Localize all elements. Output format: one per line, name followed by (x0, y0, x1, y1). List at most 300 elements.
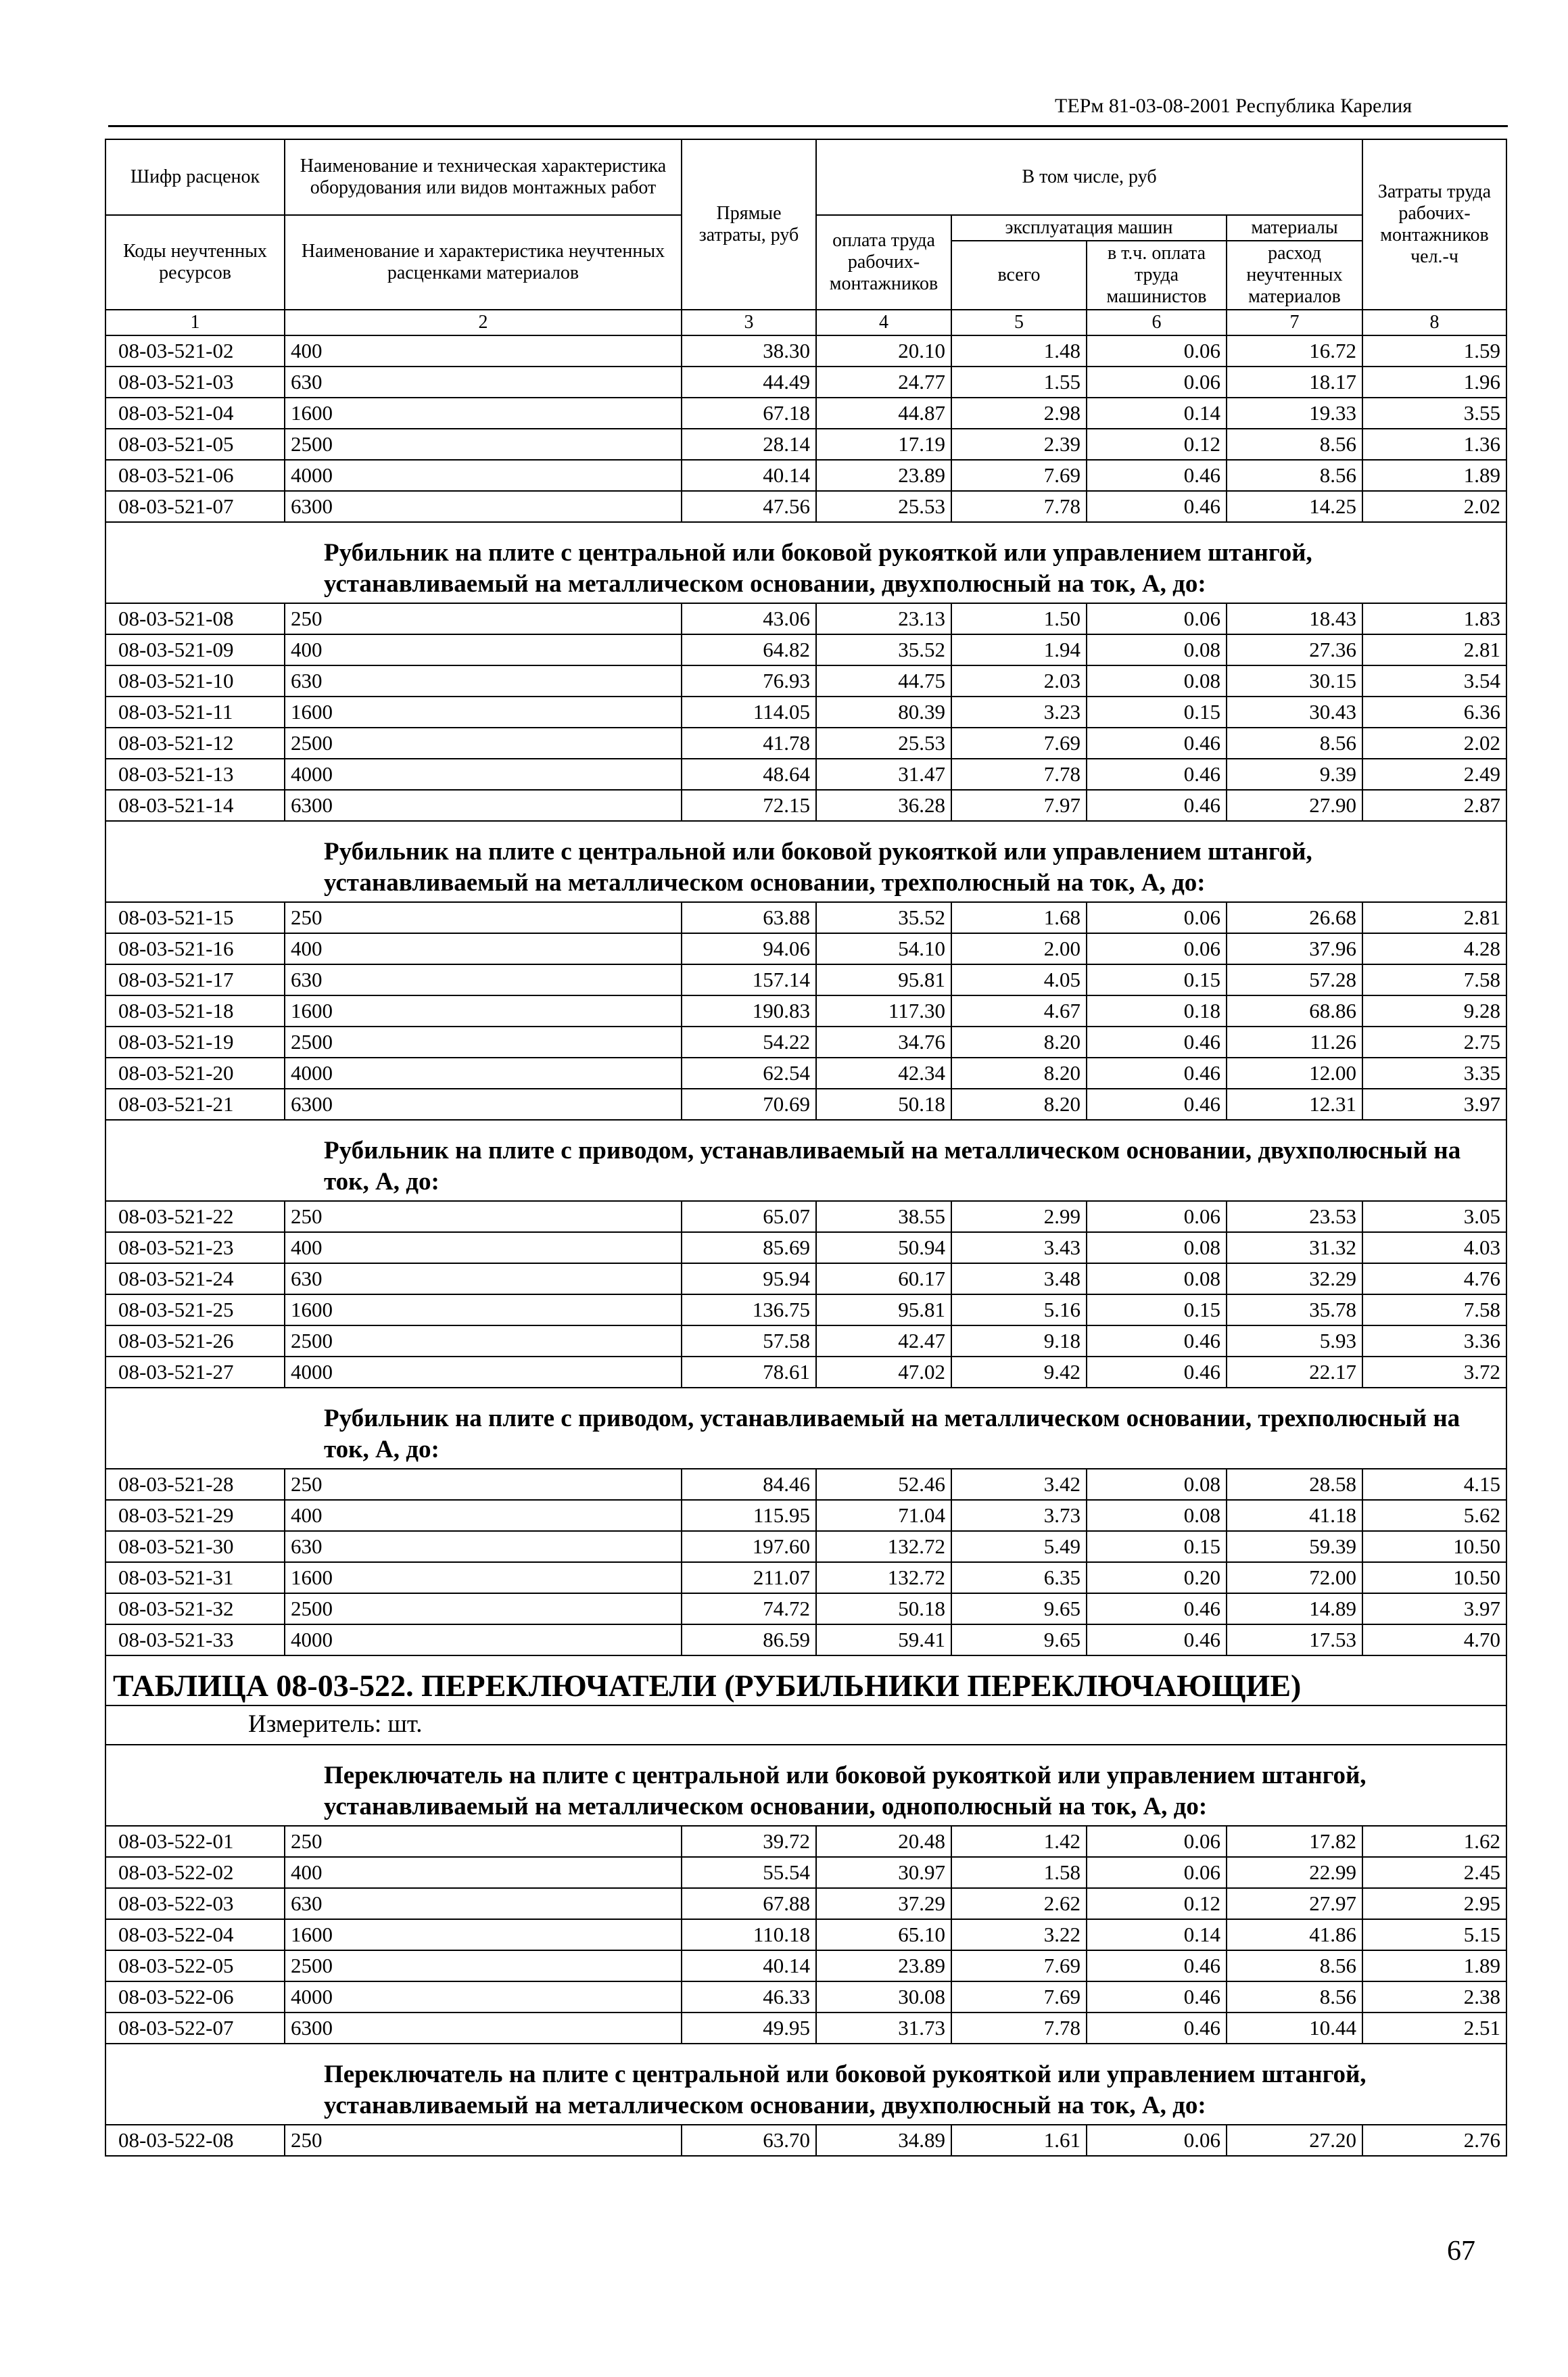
labor-pay: 50.18 (816, 1089, 951, 1120)
table-row (105, 2125, 1506, 2156)
labor-hours: 2.95 (1362, 1888, 1506, 1919)
column-number: 2 (285, 310, 682, 335)
labor-pay: 60.17 (816, 1263, 951, 1294)
labor-hours: 2.76 (1362, 2125, 1506, 2156)
machines-total: 8.20 (951, 1027, 1087, 1058)
labor-hours: 1.36 (1362, 429, 1506, 460)
rate-code: 08-03-521-31 (105, 1562, 285, 1593)
current-rating: 630 (285, 665, 682, 697)
machines-total: 9.65 (951, 1624, 1087, 1655)
column-number: 1 (105, 310, 285, 335)
machines-labor: 0.46 (1087, 2013, 1227, 2044)
rate-code: 08-03-521-27 (105, 1357, 285, 1388)
direct-costs: 78.61 (682, 1357, 816, 1388)
direct-costs: 44.49 (682, 367, 816, 398)
labor-pay: 24.77 (816, 367, 951, 398)
direct-costs: 67.88 (682, 1888, 816, 1919)
header-code-top: Шифр расценок (105, 139, 285, 215)
table-row (105, 460, 1506, 491)
direct-costs: 46.33 (682, 1981, 816, 2013)
table-row (105, 1826, 1506, 1857)
table-row (105, 728, 1506, 759)
materials: 72.00 (1227, 1562, 1362, 1593)
labor-pay: 25.53 (816, 728, 951, 759)
machines-labor: 0.06 (1087, 2125, 1227, 2156)
current-rating: 400 (285, 1857, 682, 1888)
labor-pay: 132.72 (816, 1562, 951, 1593)
section-title: Рубильник на плите с центральной или боковой рукояткой или управлением штангой, устанавливаемый на металлическом основании, трехполюсный на ток, А, до: (105, 821, 1506, 902)
column-number: 3 (682, 310, 816, 335)
column-number: 6 (1087, 310, 1227, 335)
machines-total: 7.69 (951, 460, 1087, 491)
machines-total: 7.69 (951, 1950, 1087, 1981)
machines-labor: 0.14 (1087, 398, 1227, 429)
current-rating: 6300 (285, 491, 682, 522)
machines-labor: 0.46 (1087, 759, 1227, 790)
column-number: 4 (816, 310, 951, 335)
machines-labor: 0.46 (1087, 790, 1227, 821)
labor-hours: 7.58 (1362, 1294, 1506, 1325)
labor-pay: 54.10 (816, 933, 951, 964)
labor-pay: 30.97 (816, 1857, 951, 1888)
direct-costs: 114.05 (682, 697, 816, 728)
header-name-top: Наименование и техническая характеристика оборудования или видов монтажных работ (285, 139, 682, 215)
machines-labor: 0.12 (1087, 429, 1227, 460)
direct-costs: 62.54 (682, 1058, 816, 1089)
materials: 17.53 (1227, 1624, 1362, 1655)
labor-hours: 2.38 (1362, 1981, 1506, 2013)
machines-total: 7.78 (951, 491, 1087, 522)
rate-code: 08-03-521-14 (105, 790, 285, 821)
current-rating: 2500 (285, 1027, 682, 1058)
labor-pay: 95.81 (816, 1294, 951, 1325)
column-number: 5 (951, 310, 1087, 335)
labor-pay: 17.19 (816, 429, 951, 460)
machines-labor: 0.06 (1087, 1201, 1227, 1232)
direct-costs: 40.14 (682, 1950, 816, 1981)
machines-labor: 0.08 (1087, 1500, 1227, 1531)
labor-pay: 50.18 (816, 1593, 951, 1624)
current-rating: 6300 (285, 2013, 682, 2044)
direct-costs: 48.64 (682, 759, 816, 790)
machines-labor: 0.06 (1087, 335, 1227, 367)
labor-hours: 3.97 (1362, 1089, 1506, 1120)
page-number: 67 (1447, 2236, 1475, 2267)
current-rating: 250 (285, 2125, 682, 2156)
table-row (105, 1201, 1506, 1232)
table-row (105, 902, 1506, 933)
rate-code: 08-03-521-20 (105, 1058, 285, 1089)
rate-code: 08-03-521-32 (105, 1593, 285, 1624)
table-row (105, 1531, 1506, 1562)
rate-code: 08-03-521-18 (105, 995, 285, 1027)
labor-pay: 20.10 (816, 335, 951, 367)
direct-costs: 197.60 (682, 1531, 816, 1562)
labor-pay: 34.89 (816, 2125, 951, 2156)
rate-code: 08-03-521-19 (105, 1027, 285, 1058)
table-row (105, 1232, 1506, 1263)
machines-labor: 0.08 (1087, 1232, 1227, 1263)
labor-hours: 1.96 (1362, 367, 1506, 398)
rate-code: 08-03-522-03 (105, 1888, 285, 1919)
materials: 32.29 (1227, 1263, 1362, 1294)
table-row (105, 634, 1506, 665)
machines-total: 3.23 (951, 697, 1087, 728)
header-code-bottom: Коды неучтенных ресурсов (105, 215, 285, 310)
header-machines: эксплуатация машин (951, 215, 1227, 241)
labor-hours: 2.87 (1362, 790, 1506, 821)
direct-costs: 63.88 (682, 902, 816, 933)
labor-hours: 1.89 (1362, 1950, 1506, 1981)
current-rating: 2500 (285, 429, 682, 460)
current-rating: 2500 (285, 1325, 682, 1357)
rate-code: 08-03-521-13 (105, 759, 285, 790)
current-rating: 4000 (285, 1357, 682, 1388)
current-rating: 4000 (285, 1981, 682, 2013)
rate-code: 08-03-521-30 (105, 1531, 285, 1562)
materials: 8.56 (1227, 460, 1362, 491)
materials: 8.56 (1227, 728, 1362, 759)
machines-total: 7.69 (951, 1981, 1087, 2013)
direct-costs: 49.95 (682, 2013, 816, 2044)
machines-labor: 0.06 (1087, 933, 1227, 964)
current-rating: 6300 (285, 790, 682, 821)
materials: 22.99 (1227, 1857, 1362, 1888)
machines-total: 2.00 (951, 933, 1087, 964)
rate-code: 08-03-521-04 (105, 398, 285, 429)
labor-hours: 3.55 (1362, 398, 1506, 429)
header-name-bottom: Наименование и характеристика неучтенных расценками материалов (285, 215, 682, 310)
direct-costs: 39.72 (682, 1826, 816, 1857)
direct-costs: 38.30 (682, 335, 816, 367)
current-rating: 1600 (285, 1294, 682, 1325)
current-rating: 630 (285, 1888, 682, 1919)
machines-labor: 0.08 (1087, 1469, 1227, 1500)
machines-total: 8.20 (951, 1089, 1087, 1120)
labor-pay: 50.94 (816, 1232, 951, 1263)
header-materials-usage: расход неучтенных материалов (1227, 241, 1362, 310)
table-row (105, 1058, 1506, 1089)
table-row (105, 335, 1506, 367)
section-title: Рубильник на плите с центральной или боковой рукояткой или управлением штангой, устанавливаемый на металлическом основании, двухполюсный на ток, А, до: (105, 522, 1506, 603)
rate-code: 08-03-521-15 (105, 902, 285, 933)
table-row (105, 933, 1506, 964)
table-row (105, 1263, 1506, 1294)
table-row (105, 1981, 1506, 2013)
current-rating: 250 (285, 1826, 682, 1857)
machines-labor: 0.18 (1087, 995, 1227, 1027)
table-row (105, 1950, 1506, 1981)
current-rating: 630 (285, 367, 682, 398)
machines-labor: 0.20 (1087, 1562, 1227, 1593)
rate-code: 08-03-521-22 (105, 1201, 285, 1232)
materials: 27.20 (1227, 2125, 1362, 2156)
labor-pay: 44.75 (816, 665, 951, 697)
table-row (105, 665, 1506, 697)
machines-labor: 0.15 (1087, 964, 1227, 995)
machines-labor: 0.46 (1087, 728, 1227, 759)
machines-labor: 0.46 (1087, 1357, 1227, 1388)
materials: 27.97 (1227, 1888, 1362, 1919)
labor-pay: 47.02 (816, 1357, 951, 1388)
labor-hours: 2.75 (1362, 1027, 1506, 1058)
current-rating: 4000 (285, 1624, 682, 1655)
machines-labor: 0.46 (1087, 1058, 1227, 1089)
machines-labor: 0.15 (1087, 1531, 1227, 1562)
labor-pay: 36.28 (816, 790, 951, 821)
labor-pay: 38.55 (816, 1201, 951, 1232)
labor-hours: 2.51 (1362, 2013, 1506, 2044)
machines-total: 2.98 (951, 398, 1087, 429)
table-row (105, 697, 1506, 728)
machines-total: 2.39 (951, 429, 1087, 460)
materials: 8.56 (1227, 429, 1362, 460)
machines-labor: 0.08 (1087, 1263, 1227, 1294)
rate-code: 08-03-522-05 (105, 1950, 285, 1981)
labor-pay: 80.39 (816, 697, 951, 728)
machines-total: 3.48 (951, 1263, 1087, 1294)
rate-code: 08-03-522-02 (105, 1857, 285, 1888)
current-rating: 250 (285, 1201, 682, 1232)
table-row (105, 964, 1506, 995)
measure-unit-row (105, 1705, 1506, 1745)
table-row (105, 1593, 1506, 1624)
current-rating: 630 (285, 1263, 682, 1294)
direct-costs: 41.78 (682, 728, 816, 759)
rate-code: 08-03-521-24 (105, 1263, 285, 1294)
machines-total: 2.03 (951, 665, 1087, 697)
direct-costs: 136.75 (682, 1294, 816, 1325)
table-row (105, 1562, 1506, 1593)
labor-hours: 10.50 (1362, 1562, 1506, 1593)
rate-code: 08-03-521-21 (105, 1089, 285, 1120)
labor-hours: 4.28 (1362, 933, 1506, 964)
direct-costs: 190.83 (682, 995, 816, 1027)
direct-costs: 72.15 (682, 790, 816, 821)
current-rating: 2500 (285, 1950, 682, 1981)
machines-total: 7.78 (951, 2013, 1087, 2044)
machines-labor: 0.08 (1087, 665, 1227, 697)
machines-total: 1.42 (951, 1826, 1087, 1857)
labor-pay: 35.52 (816, 634, 951, 665)
table-body (105, 310, 1506, 2156)
column-numbers-row (105, 310, 1506, 335)
section-title: Переключатель на плите с центральной или боковой рукояткой или управлением штангой, устанавливаемый на металлическом основании, однополюсный на ток, А, до: (105, 1745, 1506, 1826)
direct-costs: 85.69 (682, 1232, 816, 1263)
table-row (105, 1500, 1506, 1531)
section-row (105, 1120, 1506, 1201)
header-labor-costs: Затраты труда рабочих-монтажников чел.-ч (1362, 139, 1506, 310)
labor-hours: 3.05 (1362, 1201, 1506, 1232)
materials: 68.86 (1227, 995, 1362, 1027)
current-rating: 250 (285, 902, 682, 933)
direct-costs: 54.22 (682, 1027, 816, 1058)
labor-pay: 30.08 (816, 1981, 951, 2013)
current-rating: 400 (285, 335, 682, 367)
labor-pay: 31.47 (816, 759, 951, 790)
machines-labor: 0.46 (1087, 1624, 1227, 1655)
materials: 41.86 (1227, 1919, 1362, 1950)
table-title: ТАБЛИЦА 08-03-522. ПЕРЕКЛЮЧАТЕЛИ (РУБИЛЬНИКИ ПЕРЕКЛЮЧАЮЩИЕ) (105, 1655, 1506, 1705)
labor-hours: 4.76 (1362, 1263, 1506, 1294)
materials: 23.53 (1227, 1201, 1362, 1232)
machines-total: 5.16 (951, 1294, 1087, 1325)
machines-labor: 0.06 (1087, 902, 1227, 933)
current-rating: 250 (285, 1469, 682, 1500)
current-rating: 630 (285, 1531, 682, 1562)
rate-code: 08-03-521-05 (105, 429, 285, 460)
rate-code: 08-03-521-29 (105, 1500, 285, 1531)
table-row (105, 1919, 1506, 1950)
table-row (105, 759, 1506, 790)
table-row (105, 398, 1506, 429)
rate-code: 08-03-521-33 (105, 1624, 285, 1655)
table-title-row (105, 1655, 1506, 1705)
rate-code: 08-03-521-16 (105, 933, 285, 964)
direct-costs: 70.69 (682, 1089, 816, 1120)
materials: 59.39 (1227, 1531, 1362, 1562)
table-row (105, 1325, 1506, 1357)
machines-total: 7.78 (951, 759, 1087, 790)
labor-pay: 34.76 (816, 1027, 951, 1058)
direct-costs: 74.72 (682, 1593, 816, 1624)
labor-pay: 25.53 (816, 491, 951, 522)
labor-hours: 3.54 (1362, 665, 1506, 697)
materials: 22.17 (1227, 1357, 1362, 1388)
machines-labor: 0.46 (1087, 1981, 1227, 2013)
machines-total: 9.42 (951, 1357, 1087, 1388)
rate-code: 08-03-521-10 (105, 665, 285, 697)
section-title: Переключатель на плите с центральной или боковой рукояткой или управлением штангой, устанавливаемый на металлическом основании, двухполюсный на ток, А, до: (105, 2044, 1506, 2125)
labor-hours: 5.62 (1362, 1500, 1506, 1531)
materials: 10.44 (1227, 2013, 1362, 2044)
rate-code: 08-03-522-01 (105, 1826, 285, 1857)
direct-costs: 157.14 (682, 964, 816, 995)
table-row (105, 1294, 1506, 1325)
header-rule (108, 125, 1508, 127)
materials: 19.33 (1227, 398, 1362, 429)
direct-costs: 65.07 (682, 1201, 816, 1232)
header-machines-total: всего (951, 241, 1087, 310)
direct-costs: 115.95 (682, 1500, 816, 1531)
rate-code: 08-03-521-07 (105, 491, 285, 522)
current-rating: 1600 (285, 1562, 682, 1593)
header-labor-pay: оплата труда рабочих-монтажников (816, 215, 951, 310)
labor-pay: 42.34 (816, 1058, 951, 1089)
column-number: 8 (1362, 310, 1506, 335)
current-rating: 4000 (285, 460, 682, 491)
materials: 31.32 (1227, 1232, 1362, 1263)
rate-code: 08-03-521-02 (105, 335, 285, 367)
labor-hours: 2.49 (1362, 759, 1506, 790)
table-row (105, 995, 1506, 1027)
table-header (105, 139, 1506, 310)
rate-code: 08-03-521-09 (105, 634, 285, 665)
table-row (105, 1089, 1506, 1120)
machines-total: 1.68 (951, 902, 1087, 933)
table-row (105, 1469, 1506, 1500)
table-row (105, 1888, 1506, 1919)
labor-hours: 4.15 (1362, 1469, 1506, 1500)
labor-hours: 1.62 (1362, 1826, 1506, 1857)
labor-pay: 132.72 (816, 1531, 951, 1562)
machines-labor: 0.06 (1087, 603, 1227, 634)
rate-code: 08-03-521-26 (105, 1325, 285, 1357)
machines-total: 9.18 (951, 1325, 1087, 1357)
machines-labor: 0.12 (1087, 1888, 1227, 1919)
labor-pay: 117.30 (816, 995, 951, 1027)
labor-hours: 7.58 (1362, 964, 1506, 995)
current-rating: 1600 (285, 995, 682, 1027)
labor-pay: 23.89 (816, 1950, 951, 1981)
materials: 35.78 (1227, 1294, 1362, 1325)
materials: 28.58 (1227, 1469, 1362, 1500)
labor-hours: 1.83 (1362, 603, 1506, 634)
machines-total: 7.69 (951, 728, 1087, 759)
machines-total: 1.61 (951, 2125, 1087, 2156)
materials: 9.39 (1227, 759, 1362, 790)
direct-costs: 47.56 (682, 491, 816, 522)
labor-pay: 44.87 (816, 398, 951, 429)
rates-table (105, 139, 1507, 2157)
labor-hours: 3.97 (1362, 1593, 1506, 1624)
machines-labor: 0.46 (1087, 1325, 1227, 1357)
labor-hours: 6.36 (1362, 697, 1506, 728)
rate-code: 08-03-521-06 (105, 460, 285, 491)
machines-labor: 0.15 (1087, 1294, 1227, 1325)
labor-pay: 37.29 (816, 1888, 951, 1919)
table-row (105, 603, 1506, 634)
rate-code: 08-03-521-11 (105, 697, 285, 728)
labor-pay: 95.81 (816, 964, 951, 995)
current-rating: 250 (285, 603, 682, 634)
labor-pay: 35.52 (816, 902, 951, 933)
direct-costs: 95.94 (682, 1263, 816, 1294)
current-rating: 1600 (285, 398, 682, 429)
table-row (105, 2013, 1506, 2044)
document-reference-header: ТЕРм 81-03-08-2001 Республика Карелия (1055, 95, 1412, 117)
labor-hours: 3.36 (1362, 1325, 1506, 1357)
current-rating: 400 (285, 1500, 682, 1531)
materials: 12.00 (1227, 1058, 1362, 1089)
current-rating: 4000 (285, 1058, 682, 1089)
labor-hours: 2.81 (1362, 902, 1506, 933)
table-row (105, 491, 1506, 522)
section-row (105, 522, 1506, 603)
labor-hours: 9.28 (1362, 995, 1506, 1027)
machines-total: 1.55 (951, 367, 1087, 398)
table-row (105, 1027, 1506, 1058)
materials: 57.28 (1227, 964, 1362, 995)
machines-total: 5.49 (951, 1531, 1087, 1562)
materials: 17.82 (1227, 1826, 1362, 1857)
direct-costs: 55.54 (682, 1857, 816, 1888)
labor-pay: 23.89 (816, 460, 951, 491)
materials: 12.31 (1227, 1089, 1362, 1120)
labor-hours: 2.02 (1362, 728, 1506, 759)
machines-labor: 0.46 (1087, 1950, 1227, 1981)
direct-costs: 76.93 (682, 665, 816, 697)
rate-code: 08-03-522-07 (105, 2013, 285, 2044)
machines-labor: 0.15 (1087, 697, 1227, 728)
machines-total: 1.48 (951, 335, 1087, 367)
machines-labor: 0.46 (1087, 460, 1227, 491)
machines-total: 3.73 (951, 1500, 1087, 1531)
rate-code: 08-03-521-17 (105, 964, 285, 995)
rate-code: 08-03-521-28 (105, 1469, 285, 1500)
labor-hours: 10.50 (1362, 1531, 1506, 1562)
materials: 8.56 (1227, 1950, 1362, 1981)
